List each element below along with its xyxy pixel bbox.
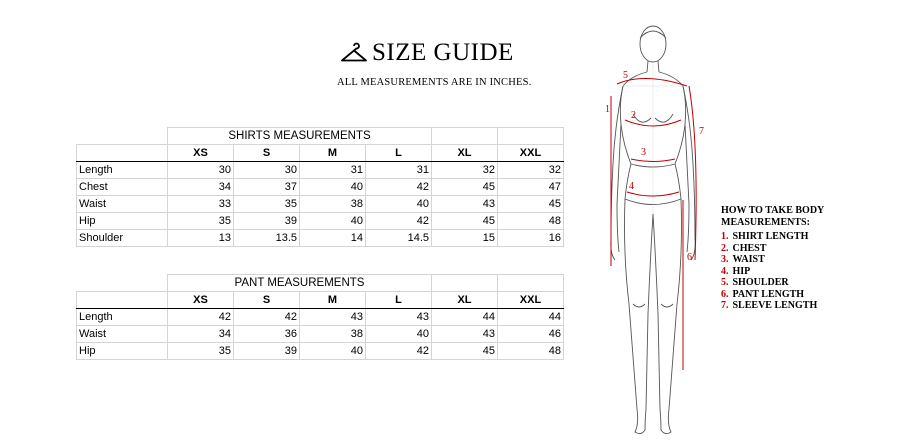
cell: 42 bbox=[366, 343, 432, 360]
subtitle: ALL MEASUREMENTS ARE IN INCHES. bbox=[337, 77, 532, 88]
cell: 16 bbox=[498, 230, 564, 247]
cell: 40 bbox=[300, 343, 366, 360]
cell: 32 bbox=[432, 162, 498, 179]
cell: 43 bbox=[432, 196, 498, 213]
cell: 42 bbox=[366, 179, 432, 196]
cell: 34 bbox=[168, 179, 234, 196]
how-to-measure bbox=[721, 205, 824, 312]
column-header: XXL bbox=[498, 145, 564, 162]
title-text: SIZE GUIDE bbox=[372, 39, 514, 66]
list-item: 3. WAIST bbox=[721, 254, 765, 265]
marker-1: 1 bbox=[605, 104, 610, 115]
table-caption-row bbox=[77, 128, 564, 145]
marker-6: 6 bbox=[687, 252, 692, 263]
list-item: 1. SHIRT LENGTH bbox=[721, 231, 809, 242]
column-header: XXL bbox=[498, 292, 564, 309]
cell: 44 bbox=[498, 309, 564, 326]
marker-4: 4 bbox=[629, 181, 634, 192]
cell: 44 bbox=[432, 309, 498, 326]
row-label: Length bbox=[77, 309, 168, 326]
table-row bbox=[77, 343, 564, 360]
shirts-caption: SHIRTS MEASUREMENTS bbox=[168, 128, 432, 145]
cell: 14 bbox=[300, 230, 366, 247]
hanger-icon bbox=[340, 42, 368, 64]
table-header-row bbox=[77, 292, 564, 309]
cell: 31 bbox=[300, 162, 366, 179]
row-label: Hip bbox=[77, 213, 168, 230]
pants-table bbox=[76, 274, 564, 360]
row-label: Hip bbox=[77, 343, 168, 360]
table-row bbox=[77, 213, 564, 230]
row-label: Shoulder bbox=[77, 230, 168, 247]
marker-7: 7 bbox=[699, 126, 704, 137]
column-header: XS bbox=[168, 292, 234, 309]
cell: 40 bbox=[366, 196, 432, 213]
cell: 48 bbox=[498, 213, 564, 230]
cell: 35 bbox=[168, 343, 234, 360]
table-header-row bbox=[77, 145, 564, 162]
marker-5: 5 bbox=[623, 70, 628, 81]
cell: 42 bbox=[234, 309, 300, 326]
cell: 13 bbox=[168, 230, 234, 247]
cell: 35 bbox=[168, 213, 234, 230]
cell: 32 bbox=[498, 162, 564, 179]
cell: 14.5 bbox=[366, 230, 432, 247]
cell: 31 bbox=[366, 162, 432, 179]
cell: 46 bbox=[498, 326, 564, 343]
cell: 42 bbox=[366, 213, 432, 230]
cell: 43 bbox=[366, 309, 432, 326]
cell: 40 bbox=[300, 179, 366, 196]
cell: 38 bbox=[300, 196, 366, 213]
column-header: S bbox=[234, 292, 300, 309]
cell: 30 bbox=[234, 162, 300, 179]
cell: 39 bbox=[234, 343, 300, 360]
table-row bbox=[77, 179, 564, 196]
table-caption-row bbox=[77, 275, 564, 292]
cell: 45 bbox=[498, 196, 564, 213]
column-header: M bbox=[300, 145, 366, 162]
column-header: M bbox=[300, 292, 366, 309]
column-header: S bbox=[234, 145, 300, 162]
howto-heading: HOW TO TAKE BODY MEASUREMENTS: bbox=[721, 205, 825, 228]
list-item: 5. SHOULDER bbox=[721, 277, 789, 288]
cell: 43 bbox=[432, 326, 498, 343]
cell: 45 bbox=[432, 213, 498, 230]
cell: 37 bbox=[234, 179, 300, 196]
list-item: 2. CHEST bbox=[721, 242, 767, 254]
cell: 45 bbox=[432, 343, 498, 360]
cell: 47 bbox=[498, 179, 564, 196]
cell: 30 bbox=[168, 162, 234, 179]
column-header: L bbox=[366, 145, 432, 162]
cell: 40 bbox=[366, 326, 432, 343]
cell: 34 bbox=[168, 326, 234, 343]
table-row bbox=[77, 326, 564, 343]
cell: 39 bbox=[234, 213, 300, 230]
column-header: XS bbox=[168, 145, 234, 162]
cell: 45 bbox=[432, 179, 498, 196]
row-label: Waist bbox=[77, 326, 168, 343]
marker-3: 3 bbox=[641, 147, 646, 158]
row-label: Chest bbox=[77, 179, 168, 196]
cell: 42 bbox=[168, 309, 234, 326]
cell: 38 bbox=[300, 326, 366, 343]
body-measurement-figure bbox=[595, 14, 730, 446]
table-row bbox=[77, 162, 564, 179]
column-header: XL bbox=[432, 145, 498, 162]
row-label: Waist bbox=[77, 196, 168, 213]
cell: 40 bbox=[300, 213, 366, 230]
cell: 43 bbox=[300, 309, 366, 326]
list-item: 7. SLEEVE LENGTH bbox=[721, 300, 818, 311]
list-item: 6. PANT LENGTH bbox=[721, 288, 805, 300]
cell: 13.5 bbox=[234, 230, 300, 247]
table-row bbox=[77, 230, 564, 247]
list-item: 4. HIP bbox=[721, 265, 751, 277]
page-title bbox=[340, 38, 514, 68]
column-header: L bbox=[366, 292, 432, 309]
cell: 36 bbox=[234, 326, 300, 343]
row-label: Length bbox=[77, 162, 168, 179]
cell: 35 bbox=[234, 196, 300, 213]
column-header: XL bbox=[432, 292, 498, 309]
table-row bbox=[77, 309, 564, 326]
cell: 33 bbox=[168, 196, 234, 213]
table-row bbox=[77, 196, 564, 213]
shirts-table bbox=[76, 127, 564, 247]
pants-caption: PANT MEASUREMENTS bbox=[168, 275, 432, 292]
cell: 15 bbox=[432, 230, 498, 247]
cell: 48 bbox=[498, 343, 564, 360]
marker-2: 2 bbox=[631, 110, 636, 121]
